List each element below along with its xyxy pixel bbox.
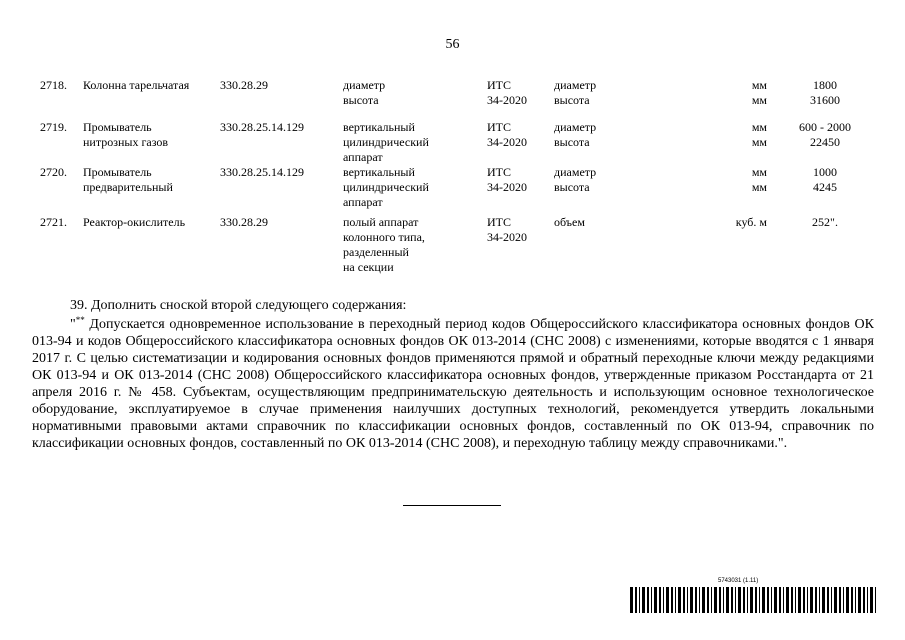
parameter-value [795, 215, 855, 230]
equipment-name [83, 78, 189, 93]
equipment-name-line: Промыватель [83, 165, 152, 179]
equipment-description-line: вертикальный [343, 120, 415, 134]
barcode-bar [663, 587, 664, 613]
parameter-value-line: 4245 [813, 180, 837, 194]
parameter-value [795, 165, 855, 195]
barcode-bar [683, 587, 685, 613]
barcode-bar [870, 587, 873, 613]
barcode-bar [810, 587, 813, 613]
barcode-bar [822, 587, 825, 613]
row-number [40, 120, 67, 135]
item-39-footnote-text [32, 316, 874, 452]
equipment-name [83, 120, 168, 150]
okof-code-line: 330.28.25.14.129 [220, 165, 304, 179]
barcode-bar [786, 587, 789, 613]
separator-line [403, 505, 501, 506]
unit-line: мм [751, 180, 767, 194]
equipment-description [343, 215, 425, 275]
barcode-bar [642, 587, 645, 613]
opening-quote: " [70, 317, 76, 332]
equipment-description-line: на секции [343, 260, 394, 274]
equipment-name [83, 165, 173, 195]
barcode-bar [630, 587, 633, 613]
barcode-bar [831, 587, 832, 613]
barcode-bar [767, 587, 769, 613]
its-reference-line: 34-2020 [487, 230, 527, 244]
unit [712, 215, 767, 230]
equipment-description [343, 120, 429, 165]
parameter-name-line: высота [554, 93, 590, 107]
parameter-value [795, 120, 855, 150]
barcode-label: 5743031 (1.11) [718, 578, 759, 584]
barcode-bar [695, 587, 697, 613]
equipment-description-line: цилиндрический [343, 180, 429, 194]
barcode-bar [699, 587, 700, 613]
equipment-description-line: диаметр [343, 78, 386, 92]
its-reference [487, 215, 527, 245]
row-number [40, 215, 67, 230]
barcode-bar [747, 587, 748, 613]
equipment-name-line: Реактор-окислитель [83, 215, 186, 229]
barcode-bar [858, 587, 861, 613]
parameter-value-line: 22450 [810, 135, 840, 149]
barcode-bar [783, 587, 784, 613]
barcode-bar [863, 587, 865, 613]
its-reference-line: ИТС [487, 78, 511, 92]
equipment-description-line: полый аппарат [343, 215, 419, 229]
unit-line: куб. м [735, 215, 767, 229]
barcode-bar [702, 587, 705, 613]
equipment-name-line: Колонна тарельчатая [83, 78, 190, 92]
barcode-bar [819, 587, 820, 613]
row-number-line: 2718. [40, 78, 67, 92]
parameter-value-line: 1000 [813, 165, 837, 179]
its-reference-line: 34-2020 [487, 93, 527, 107]
its-reference-line: 34-2020 [487, 180, 527, 194]
barcode-bar [671, 587, 673, 613]
barcode-bar [851, 587, 853, 613]
barcode-bar [659, 587, 661, 613]
barcode-bar [639, 587, 640, 613]
barcode-bar [791, 587, 793, 613]
parameter-value-line: 252". [812, 215, 838, 229]
okof-code [220, 165, 304, 180]
barcode-bar [795, 587, 796, 613]
its-reference-line: 34-2020 [487, 135, 527, 149]
unit-line: мм [751, 165, 767, 179]
barcode-bar [735, 587, 736, 613]
parameter-name [554, 165, 596, 195]
its-reference-line: ИТС [487, 165, 511, 179]
footnote-mark: ** [75, 315, 85, 325]
its-reference-line: ИТС [487, 215, 511, 229]
unit [712, 78, 767, 108]
equipment-description-line: разделенный [343, 245, 409, 259]
unit [712, 120, 767, 150]
barcode-bar [726, 587, 729, 613]
equipment-description-line: колонного типа, [343, 230, 425, 244]
barcode-bar [687, 587, 688, 613]
parameter-name-line: объем [554, 215, 585, 229]
its-reference [487, 165, 527, 195]
barcode-bar [798, 587, 801, 613]
parameter-name-line: высота [554, 135, 590, 149]
page-number: 56 [445, 37, 460, 52]
row-number [40, 165, 67, 180]
parameter-value-line: 600 - 2000 [799, 120, 851, 134]
parameter-name [554, 215, 585, 230]
barcode-bar [723, 587, 724, 613]
equipment-name-line: нитрозных газов [83, 135, 169, 149]
parameter-name [554, 120, 596, 150]
barcode-bar [714, 587, 717, 613]
barcode-bar [647, 587, 649, 613]
equipment-name [83, 215, 185, 230]
parameter-value-line: 31600 [810, 93, 840, 107]
barcode-bar [707, 587, 709, 613]
equipment-description-line: вертикальный [343, 165, 415, 179]
footnote-body: Допускается одновременное использование в переходный период кодов Общероссийского классификатора основных фондов ОК 013-94 и кодов Общероссийского классификатора основных фондов ОК 013-2014 (СНС 2008) с изменениями, которые вводятся с 1 января 2017 г. С целью систематизации и кодирования основных фондов применяются прямой и обратный переходные ключи между редакциями ОК 013-94 и ОК 013-2014 (СНС 2008) Общероссийского классификатора основных фондов, утвержденные приказом Росстандарта от 21 апреля 2016 г. № 458. Субъектам, осуществляющим предпринимательскую деятельность и использующим основное технологическое оборудование, эксплуатируемое в случае применения наилучших доступных технологий, рекомендуется утвердить локальными нормативными правовыми актами справочник по классификации основных фондов, составленный по ОК 013-94, справочник по классификации основных фондов, составленный по ОК 013-2014 (СНС 2008), и переходную таблицу между справочниками.". [32, 317, 874, 451]
barcode-bar [711, 587, 712, 613]
okof-code [220, 120, 304, 135]
barcode-bar [651, 587, 652, 613]
row-number-line: 2721. [40, 215, 67, 229]
barcode-image [630, 587, 878, 613]
row-number [40, 78, 67, 93]
parameter-name-line: диаметр [554, 78, 597, 92]
item-39-heading: 39. Дополнить сноской второй следующего содержания: [70, 298, 407, 313]
row-number-line: 2719. [40, 120, 67, 134]
unit-line: мм [751, 135, 767, 149]
barcode-bar [867, 587, 868, 613]
barcode-bar [846, 587, 849, 613]
okof-code-line: 330.28.29 [220, 78, 268, 92]
okof-code [220, 215, 268, 230]
barcode-bar [635, 587, 637, 613]
barcode-bar [855, 587, 856, 613]
equipment-description-line: высота [343, 93, 379, 107]
parameter-name-line: диаметр [554, 120, 597, 134]
barcode-bar [731, 587, 733, 613]
barcode-bar [875, 587, 876, 613]
barcode-bar [675, 587, 676, 613]
barcode-bar [803, 587, 805, 613]
parameter-name-line: диаметр [554, 165, 597, 179]
barcode-bar [759, 587, 760, 613]
parameter-name [554, 78, 596, 108]
equipment-description-line: аппарат [343, 195, 383, 209]
barcode-bar [666, 587, 669, 613]
equipment-description-line: аппарат [343, 150, 383, 164]
parameter-name-line: высота [554, 180, 590, 194]
parameter-value [795, 78, 855, 108]
barcode-bar [750, 587, 753, 613]
barcode-bar [834, 587, 837, 613]
barcode-bar [719, 587, 721, 613]
barcode-bar [738, 587, 741, 613]
equipment-name-line: Промыватель [83, 120, 152, 134]
barcode-bar [678, 587, 681, 613]
barcode-bar [654, 587, 657, 613]
equipment-name-line: предварительный [83, 180, 173, 194]
unit-line: мм [751, 93, 767, 107]
barcode-bar [771, 587, 772, 613]
barcode-bar [779, 587, 781, 613]
barcode-bar [815, 587, 817, 613]
okof-code-line: 330.28.29 [220, 215, 268, 229]
barcode-bar [827, 587, 829, 613]
equipment-description [343, 78, 385, 108]
okof-code [220, 78, 268, 93]
barcode-bar [843, 587, 844, 613]
its-reference-line: ИТС [487, 120, 511, 134]
barcode-bar [774, 587, 777, 613]
its-reference [487, 120, 527, 150]
barcode-bar [807, 587, 808, 613]
unit-line: мм [751, 120, 767, 134]
okof-code-line: 330.28.25.14.129 [220, 120, 304, 134]
parameter-value-line: 1800 [813, 78, 837, 92]
row-number-line: 2720. [40, 165, 67, 179]
equipment-description [343, 165, 429, 210]
unit [712, 165, 767, 195]
barcode-bar [755, 587, 757, 613]
barcode-bar [690, 587, 693, 613]
barcode-bar [839, 587, 841, 613]
barcode-bar [762, 587, 765, 613]
barcode-bar [743, 587, 745, 613]
equipment-description-line: цилиндрический [343, 135, 429, 149]
unit-line: мм [751, 78, 767, 92]
its-reference [487, 78, 527, 108]
